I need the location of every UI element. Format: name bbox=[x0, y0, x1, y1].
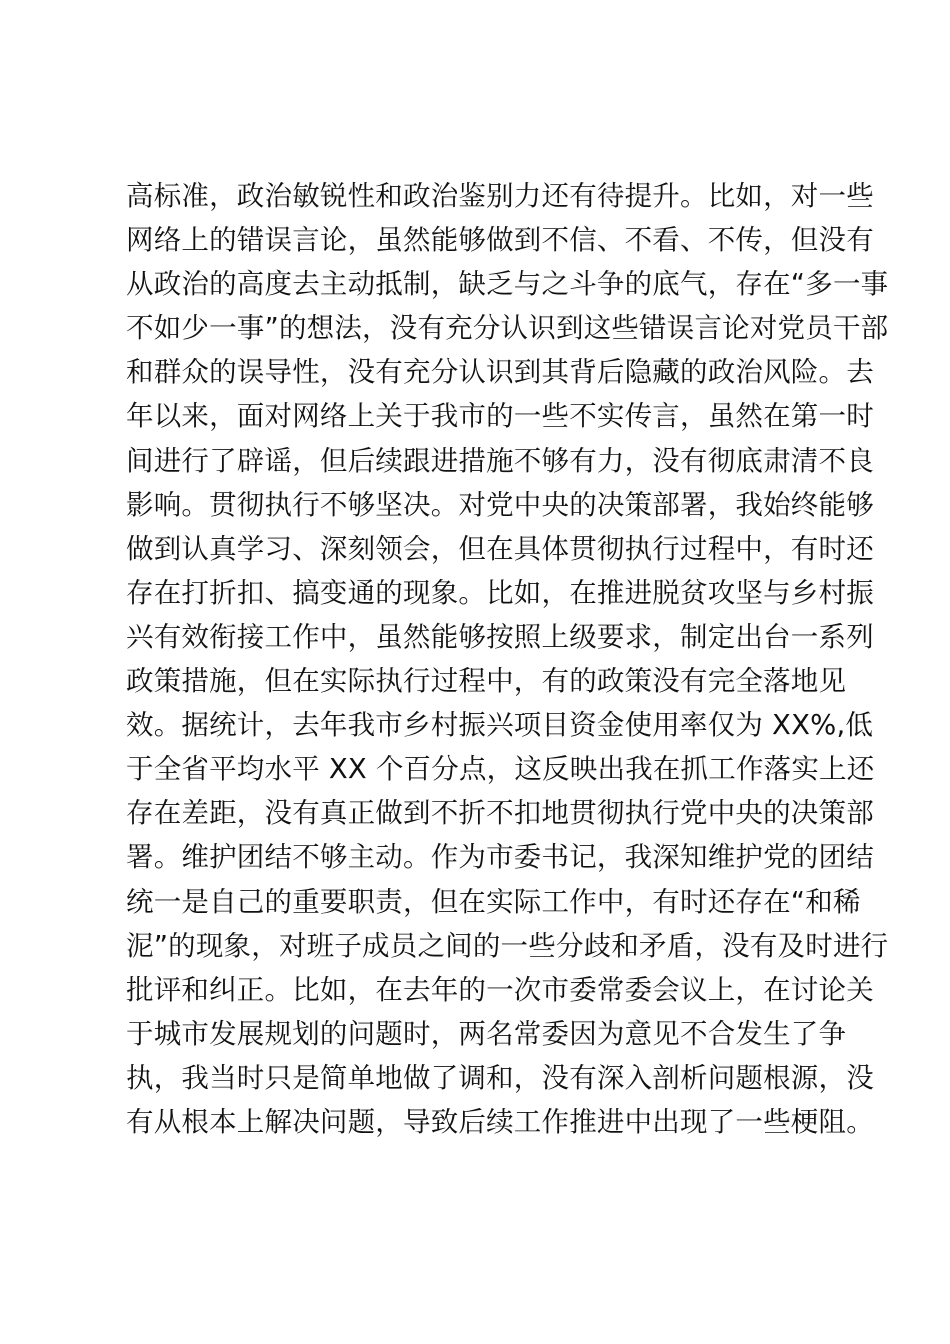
text-line: 高标准，政治敏锐性和政治鉴别力还有待提升。比如，对一些 bbox=[126, 180, 874, 212]
text-line: 和群众的误导性，没有充分认识到其背后隐藏的政治风险。去 bbox=[126, 356, 874, 389]
text-line: 执，我当时只是简单地做了调和，没有深入剖析问题根源，没 bbox=[126, 1061, 874, 1094]
text-line: 统一是自己的重要职责，但在实际工作中，有时还存在“和稀 bbox=[126, 885, 861, 918]
text-line: 影响。贯彻执行不够坚决。对党中央的决策部署，我始终能够 bbox=[126, 488, 874, 521]
text-line: 兴有效衔接工作中，虽然能够按照上级要求，制定出台一系列 bbox=[126, 620, 874, 653]
text-line: 存在打折扣、搞变通的现象。比如，在推进脱贫攻坚与乡村振 bbox=[126, 576, 874, 609]
text-line: 做到认真学习、深刻领会，但在具体贯彻执行过程中，有时还 bbox=[126, 532, 874, 565]
body-paragraph bbox=[126, 174, 889, 1144]
text-line: 年以来，面对网络上关于我市的一些不实传言，虽然在第一时 bbox=[126, 400, 874, 433]
text-line: 间进行了辟谣，但后续跟进措施不够有力，没有彻底肃清不良 bbox=[126, 444, 874, 477]
text-line: 泥”的现象，对班子成员之间的一些分歧和矛盾，没有及时进行 bbox=[126, 929, 889, 962]
text-line: 批评和纠正。比如，在去年的一次市委常委会议上，在讨论关 bbox=[126, 973, 874, 1006]
text-line: 效。据统计，去年我市乡村振兴项目资金使用率仅为 XX%,低 bbox=[126, 709, 874, 742]
text-line: 从政治的高度去主动抵制，缺乏与之斗争的底气，存在“多一事 bbox=[126, 268, 889, 301]
text-line: 于全省平均水平 XX 个百分点，这反映出我在抓工作落实上还 bbox=[126, 753, 875, 786]
text-line: 有从根本上解决问题，导致后续工作推进中出现了一些梗阻。 bbox=[126, 1105, 874, 1138]
text-line: 网络上的错误言论，虽然能够做到不信、不看、不传，但没有 bbox=[126, 224, 874, 257]
text-line: 于城市发展规划的问题时，两名常委因为意见不合发生了争 bbox=[126, 1017, 847, 1050]
text-line: 政策措施，但在实际执行过程中，有的政策没有完全落地见 bbox=[126, 665, 847, 698]
text-line: 不如少一事”的想法，没有充分认识到这些错误言论对党员干部 bbox=[126, 312, 889, 345]
text-line: 署。维护团结不够主动。作为市委书记，我深知维护党的团结 bbox=[126, 841, 874, 874]
text-line: 存在差距，没有真正做到不折不扣地贯彻执行党中央的决策部 bbox=[126, 797, 874, 830]
